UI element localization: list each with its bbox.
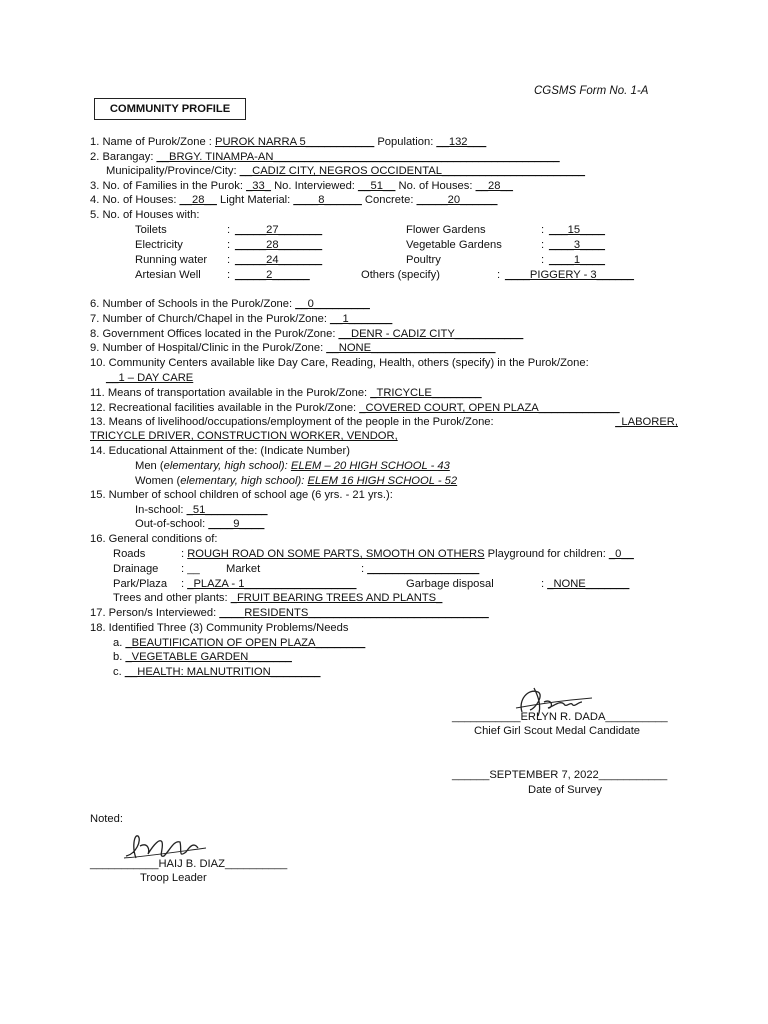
item-14-label: 14. Educational Attainment of the: (Indicate Number) [90, 445, 350, 457]
purok-label: 1. Name of Purok/Zone : [90, 136, 215, 148]
municipality-value: __CADIZ CITY, NEGROS OCCIDENTAL_______________________ [239, 165, 586, 177]
troop-leader-name-line: ___________HAIJ B. DIAZ__________ [90, 858, 288, 870]
garbage-value: _NONE_______ [547, 578, 630, 590]
men-label: Men ( [135, 460, 164, 472]
item-10-label: 10. Community Centers available like Day Care, Reading, Health, others (specify) in the Purok/Zone: [90, 357, 589, 369]
roads-label: Roads [113, 548, 146, 560]
men-italic-label: elementary, high school): [163, 460, 288, 472]
vegetable-gardens-value: ____3____ [549, 239, 605, 251]
problem-c-label: c. [113, 666, 125, 678]
item-18-label: 18. Identified Three (3) Community Problems/Needs [90, 622, 349, 634]
men-education [135, 459, 450, 473]
problem-a-label: a. [113, 637, 126, 649]
women-education [135, 474, 457, 488]
drainage-colon: : __ [181, 563, 200, 575]
candidate-title: Chief Girl Scout Medal Candidate [474, 725, 641, 737]
artesian-well-label: Artesian Well [135, 269, 201, 281]
houses-label: No. of Houses: [395, 180, 476, 192]
playground-label: Playground for children: [484, 548, 609, 560]
garbage-row [541, 577, 629, 591]
electricity-value: _____28_______ [235, 239, 323, 251]
concrete-value: _____20______ [416, 194, 498, 206]
item-2-municipality [106, 164, 585, 178]
others-value: ____PIGGERY - 3______ [505, 269, 634, 281]
transport-value: _TRICYCLE________ [370, 387, 482, 399]
out-of-school-value: ____9____ [208, 518, 265, 530]
item-7-church [90, 312, 392, 326]
families-label: 3. No. of Families in the Purok: [90, 180, 247, 192]
livelihood-value: _LABORER, [615, 416, 678, 428]
interviewed-label: No. Interviewed: [270, 180, 359, 192]
garbage-label: Garbage disposal [406, 578, 494, 590]
light-material-value: ____8______ [293, 194, 362, 206]
persons-interviewed-label: 17. Person/s Interviewed: [90, 607, 220, 619]
artesian-well-colon: : [227, 269, 231, 281]
trees-value: _FRUIT BEARING TREES AND PLANTS_ [230, 592, 443, 604]
church-label: 7. Number of Church/Chapel in the Purok/Zone: [90, 313, 331, 325]
item-1-purok [90, 135, 486, 149]
women-italic-label: elementary, high school): [180, 475, 305, 487]
persons-interviewed-value: ____RESIDENTS_____________________________ [219, 607, 489, 619]
population-value: __132___ [436, 136, 487, 148]
page-title: COMMUNITY PROFILE [94, 98, 246, 120]
item-17-interviewed [90, 606, 489, 620]
garbage-colon: : [541, 578, 545, 590]
transport-label: 11. Means of transportation available in the Purok/Zone: [90, 387, 371, 399]
problem-a-value: _BEAUTIFICATION OF OPEN PLAZA________ [125, 637, 366, 649]
park-value: _PLAZA - 1__________________ [187, 578, 357, 590]
toilets-label: Toilets [135, 224, 167, 236]
roads-value: ROUGH ROAD ON SOME PARTS, SMOOTH ON OTHERS [187, 548, 485, 560]
item-3-families [90, 179, 513, 193]
electricity-colon: : [227, 239, 231, 251]
candidate-name-line: ___________ERLYN R. DADA__________ [452, 711, 668, 723]
market-value: __________________ [367, 563, 480, 575]
barangay-label: 2. Barangay: [90, 151, 157, 163]
hospital-label: 9. Number of Hospital/Clinic in the Purok/Zone: [90, 342, 327, 354]
running-water-colon: : [227, 254, 231, 266]
trees-row [113, 591, 442, 605]
problem-b-label: b. [113, 651, 126, 663]
problem-c [113, 665, 320, 679]
houses-count-label: 4. No. of Houses: [90, 194, 180, 206]
men-value: ELEM – 20 HIGH SCHOOL - 43 [290, 460, 450, 472]
houses-count-value: __28__ [179, 194, 217, 206]
item-9-hospital [90, 341, 496, 355]
municipality-label: Municipality/Province/City: [106, 165, 240, 177]
livelihood-value-line2: TRICYCLE DRIVER, CONSTRUCTION WORKER, VENDOR, [90, 430, 398, 442]
flower-gardens-colon: : [541, 224, 545, 236]
item-11-transport [90, 386, 482, 400]
market-label: Market [226, 563, 261, 575]
market-row [361, 562, 479, 576]
item-13-livelihood [90, 415, 678, 429]
women-value: ELEM 16 HIGH SCHOOL - 52 [307, 475, 458, 487]
problem-b [113, 650, 292, 664]
item-5-label: 5. No. of Houses with: [90, 209, 200, 221]
families-value: _33_ [246, 180, 271, 192]
item-16-label: 16. General conditions of: [90, 533, 218, 545]
problem-a [113, 636, 365, 650]
hospital-value: __NONE____________________ [326, 342, 496, 354]
recreation-value: _COVERED COURT, OPEN PLAZA_____________ [359, 402, 620, 414]
electricity-label: Electricity [135, 239, 183, 251]
form-number: CGSMS Form No. 1-A [534, 85, 649, 97]
in-school [135, 503, 268, 517]
item-2-barangay [90, 150, 560, 164]
concrete-label: Concrete: [361, 194, 417, 206]
church-value: __1_______ [330, 313, 393, 325]
poultry-colon: : [541, 254, 545, 266]
troop-leader-title: Troop Leader [140, 872, 207, 884]
gov-offices-value: __DENR - CADIZ CITY___________ [338, 328, 524, 340]
vegetable-gardens-label: Vegetable Gardens [406, 239, 502, 251]
out-of-school-label: Out-of-school: [135, 518, 209, 530]
drainage-label: Drainage [113, 563, 159, 575]
poultry-label: Poultry [406, 254, 441, 266]
interviewed-value: __51__ [358, 180, 396, 192]
others-colon: : [497, 269, 501, 281]
toilets-value: _____27_______ [235, 224, 323, 236]
livelihood-label: 13. Means of livelihood/occupations/employment of the people in the Purok/Zone: [90, 416, 494, 428]
vegetable-gardens-colon: : [541, 239, 545, 251]
out-of-school [135, 517, 264, 531]
flower-gardens-label: Flower Gardens [406, 224, 486, 236]
population-label: Population: [374, 136, 437, 148]
light-material-label: Light Material: [216, 194, 294, 206]
women-label: Women ( [135, 475, 181, 487]
running-water-label: Running water [135, 254, 208, 266]
market-colon: : [361, 563, 365, 575]
recreation-label: 12. Recreational facilities available in the Purok/Zone: [90, 402, 360, 414]
item-6-schools [90, 297, 370, 311]
roads-row [181, 547, 634, 561]
item-15-label: 15. Number of school children of school age (6 yrs. - 21 yrs.): [90, 489, 393, 501]
in-school-value: _51__________ [186, 504, 268, 516]
purok-value: PUROK NARRA 5___________ [215, 136, 375, 148]
survey-date-label: Date of Survey [528, 784, 602, 796]
park-label: Park/Plaza [113, 578, 168, 590]
gov-offices-label: 8. Government Offices located in the Purok/Zone: [90, 328, 339, 340]
problem-c-value: __HEALTH: MALNUTRITION________ [124, 666, 321, 678]
park-colon: : [181, 578, 185, 590]
playground-value: _0__ [608, 548, 634, 560]
item-8-gov-offices [90, 327, 523, 341]
artesian-well-value: _____2______ [235, 269, 310, 281]
flower-gardens-value: ___15____ [549, 224, 605, 236]
houses-value: __28__ [475, 180, 513, 192]
others-label: Others (specify) [361, 269, 440, 281]
park-row [181, 577, 356, 591]
item-4-houses [90, 193, 497, 207]
schools-label: 6. Number of Schools in the Purok/Zone: [90, 298, 296, 310]
schools-value: __0_________ [295, 298, 370, 310]
barangay-value: __BRGY. TINAMPA-AN______________________________________________ [156, 151, 560, 163]
item-12-recreation [90, 401, 620, 415]
problem-b-value: _VEGETABLE GARDEN_______ [125, 651, 292, 663]
poultry-value: ____1____ [549, 254, 605, 266]
toilets-colon: : [227, 224, 231, 236]
community-centers-value: __1 – DAY CARE [106, 372, 194, 384]
noted-label: Noted: [90, 813, 123, 825]
survey-date-line: ______SEPTEMBER 7, 2022___________ [452, 769, 668, 781]
in-school-label: In-school: [135, 504, 187, 516]
running-water-value: _____24_______ [235, 254, 323, 266]
trees-label: Trees and other plants: [113, 592, 231, 604]
roads-colon: : [181, 548, 185, 560]
